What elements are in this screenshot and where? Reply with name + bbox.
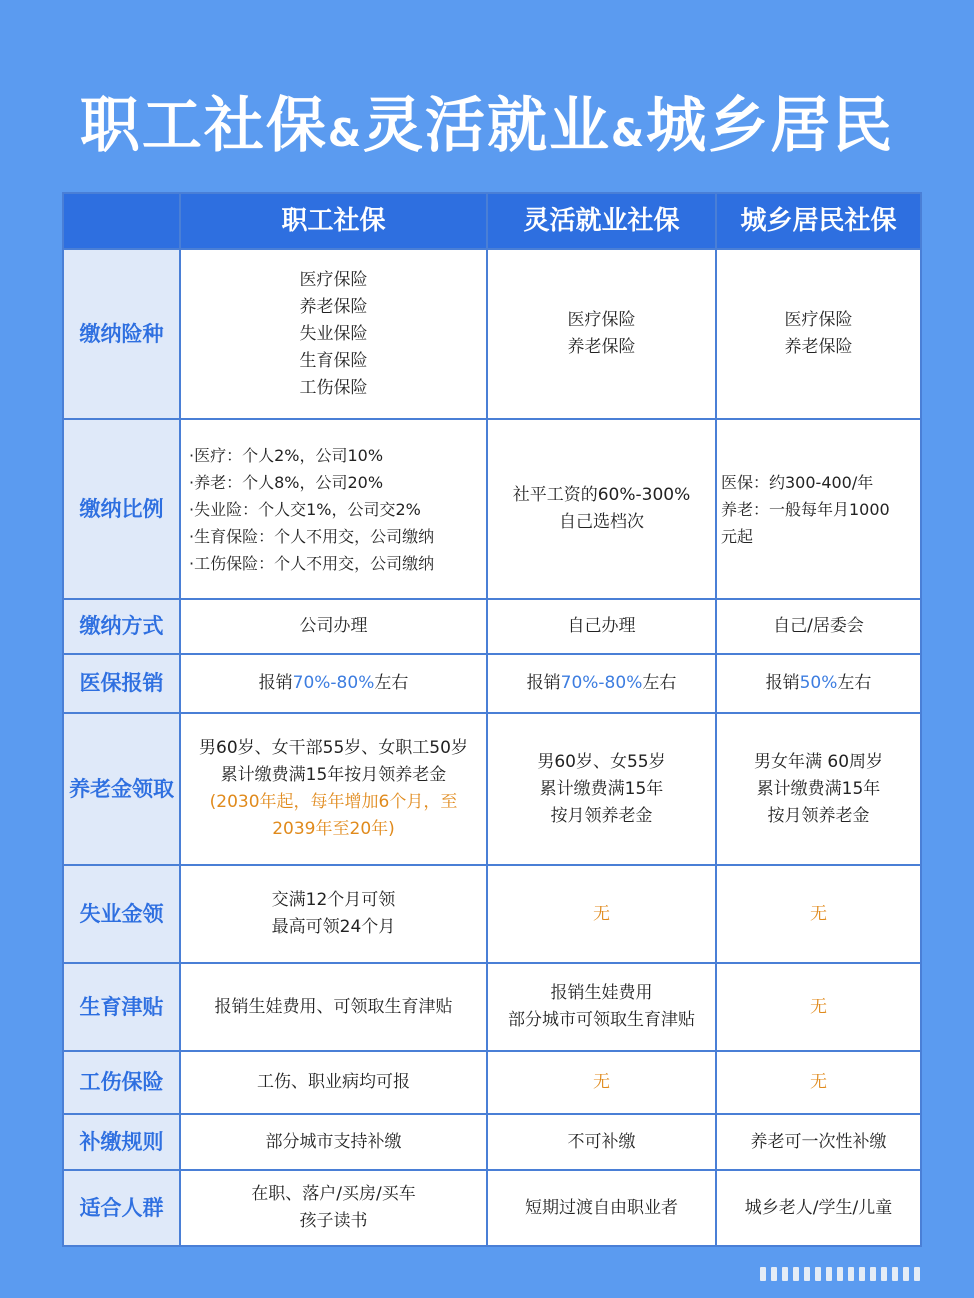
page-dot xyxy=(914,1267,920,1281)
cell-line: 养老保险 xyxy=(784,337,853,357)
table-cell: 无 xyxy=(487,865,716,963)
table-cell: 自己办理 xyxy=(487,599,716,654)
table-corner xyxy=(63,193,180,249)
page-dot xyxy=(837,1267,843,1281)
table-cell xyxy=(180,654,487,713)
table-row xyxy=(63,654,921,713)
table-header-row xyxy=(63,193,921,249)
table-cell xyxy=(716,654,921,713)
page-dot xyxy=(859,1267,865,1281)
row-label: 工伤保险 xyxy=(63,1051,180,1114)
cell-line: 医疗保险 xyxy=(784,310,853,330)
row-label: 生育津贴 xyxy=(63,963,180,1051)
page-dot xyxy=(771,1267,777,1281)
cell-line: 男60岁、女55岁 xyxy=(537,751,666,772)
cell-line: 养老保险 xyxy=(567,337,636,357)
cell-line: 孩子读书 xyxy=(299,1211,368,1231)
title-amp-2: & xyxy=(611,111,647,155)
row-label: 缴纳方式 xyxy=(63,599,180,654)
table-row xyxy=(63,1114,921,1170)
table-row xyxy=(63,249,921,419)
table-cell xyxy=(487,654,716,713)
table-cell: 无 xyxy=(487,1051,716,1114)
cell-line: 交满12个月可领 xyxy=(271,890,396,910)
page-dot xyxy=(881,1267,887,1281)
cell-line: 医保：约300-400/年 xyxy=(721,472,874,492)
row-label: 医保报销 xyxy=(63,654,180,713)
table-cell: 工伤、职业病均可报 xyxy=(180,1051,487,1114)
title-part-3: 城乡居民 xyxy=(646,91,895,161)
cell-text: 左右 xyxy=(374,673,409,693)
row-label: 养老金领取 xyxy=(63,713,180,865)
table-cell: 公司办理 xyxy=(180,599,487,654)
highlight-value: 50% xyxy=(799,673,838,693)
page-dot xyxy=(793,1267,799,1281)
page-dot xyxy=(903,1267,909,1281)
page-dot xyxy=(826,1267,832,1281)
row-label: 补缴规则 xyxy=(63,1114,180,1170)
cell-line: ·工伤保险：个人不用交，公司缴纳 xyxy=(189,553,435,573)
cell-line: 养老保险 xyxy=(299,296,368,317)
cell-line: 累计缴费满15年按月领养老金 xyxy=(220,765,447,785)
table-cell: 无 xyxy=(716,1051,921,1114)
page-dot xyxy=(870,1267,876,1281)
cell-line: 医疗保险 xyxy=(567,310,636,330)
cell-line: 按月领养老金 xyxy=(550,805,653,826)
cell-line: ·失业险：个人交1%，公司交2% xyxy=(189,499,421,519)
page-dot xyxy=(804,1267,810,1281)
title-part-1: 职工社保 xyxy=(79,91,328,161)
title-amp-1: & xyxy=(327,111,363,155)
table-cell: 城乡老人/学生/儿童 xyxy=(716,1170,921,1246)
cell-text: 左右 xyxy=(642,673,677,693)
table-cell: 报销生娃费用、可领取生育津贴 xyxy=(180,963,487,1051)
page-dot xyxy=(892,1267,898,1281)
table-row xyxy=(63,599,921,654)
table-cell xyxy=(180,865,487,963)
highlight-value: 70%-80% xyxy=(560,673,643,693)
cell-line: 累计缴费满15年 xyxy=(539,778,664,799)
row-label: 适合人群 xyxy=(63,1170,180,1246)
cell-text: 报销 xyxy=(258,673,293,693)
table-cell xyxy=(180,1170,487,1246)
table-cell xyxy=(716,249,921,419)
cell-line: 累计缴费满15年 xyxy=(756,778,881,799)
title-part-2: 灵活就业 xyxy=(363,91,611,161)
table-cell xyxy=(487,249,716,419)
cell-line: 元起 xyxy=(721,526,754,546)
table-row xyxy=(63,1170,921,1246)
table-row xyxy=(63,419,921,599)
table-cell xyxy=(487,419,716,599)
cell-line: 生育保险 xyxy=(299,350,368,371)
cell-line: ·生育保险：个人不用交，公司缴纳 xyxy=(189,526,435,546)
column-header-resident: 城乡居民社保 xyxy=(716,193,921,249)
table-row xyxy=(63,713,921,865)
cell-text: 左右 xyxy=(837,673,872,693)
page-indicator xyxy=(760,1266,940,1280)
table-cell xyxy=(487,963,716,1051)
page-dot xyxy=(760,1267,766,1281)
row-label: 失业金领 xyxy=(63,865,180,963)
table-cell xyxy=(716,419,921,599)
page-dot xyxy=(815,1267,821,1281)
cell-line: 社平工资的60%-300% xyxy=(512,485,691,505)
table-row xyxy=(63,963,921,1051)
cell-note: 2039年至20年) xyxy=(272,819,395,839)
page-dot xyxy=(848,1267,854,1281)
cell-line: 按月领养老金 xyxy=(767,805,870,826)
table-cell: 短期过渡自由职业者 xyxy=(487,1170,716,1246)
table-cell xyxy=(180,249,487,419)
cell-line: 养老：一般每年月1000 xyxy=(721,499,890,519)
table-row xyxy=(63,1051,921,1114)
table-cell: 自己/居委会 xyxy=(716,599,921,654)
cell-line: ·养老：个人8%，公司20% xyxy=(189,472,384,492)
column-header-flexible: 灵活就业社保 xyxy=(487,193,716,249)
cell-line: 失业保险 xyxy=(299,323,368,344)
table-cell xyxy=(716,713,921,865)
table-cell: 无 xyxy=(716,963,921,1051)
cell-line: 部分城市可领取生育津贴 xyxy=(508,1010,695,1030)
highlight-value: 70%-80% xyxy=(292,673,375,693)
row-label: 缴纳比例 xyxy=(63,419,180,599)
cell-line: 医疗保险 xyxy=(299,269,368,290)
cell-line: 报销生娃费用 xyxy=(550,983,653,1003)
table-cell xyxy=(180,713,487,865)
row-label: 缴纳险种 xyxy=(63,249,180,419)
comparison-table xyxy=(62,192,922,1247)
cell-line: 男60岁、女干部55岁、女职工50岁 xyxy=(199,738,468,758)
table-cell xyxy=(487,713,716,865)
table-cell: 不可补缴 xyxy=(487,1114,716,1170)
table-cell xyxy=(180,419,487,599)
table-cell: 无 xyxy=(716,865,921,963)
cell-line: 工伤保险 xyxy=(299,377,368,398)
page-dot xyxy=(782,1267,788,1281)
table-cell: 养老可一次性补缴 xyxy=(716,1114,921,1170)
cell-line: 自己选档次 xyxy=(559,512,644,532)
cell-text: 报销 xyxy=(765,673,800,693)
cell-line: ·医疗：个人2%，公司10% xyxy=(189,445,384,465)
cell-line: 男女年满 60周岁 xyxy=(753,751,884,772)
table-cell: 部分城市支持补缴 xyxy=(180,1114,487,1170)
cell-text: 报销 xyxy=(526,673,561,693)
cell-line: 在职、落户/买房/买车 xyxy=(251,1184,416,1204)
page-title xyxy=(0,78,974,164)
cell-note: (2030年起，每年增加6个月，至 xyxy=(209,792,458,812)
table-row xyxy=(63,865,921,963)
column-header-employee: 职工社保 xyxy=(180,193,487,249)
cell-line: 最高可领24个月 xyxy=(271,917,396,937)
